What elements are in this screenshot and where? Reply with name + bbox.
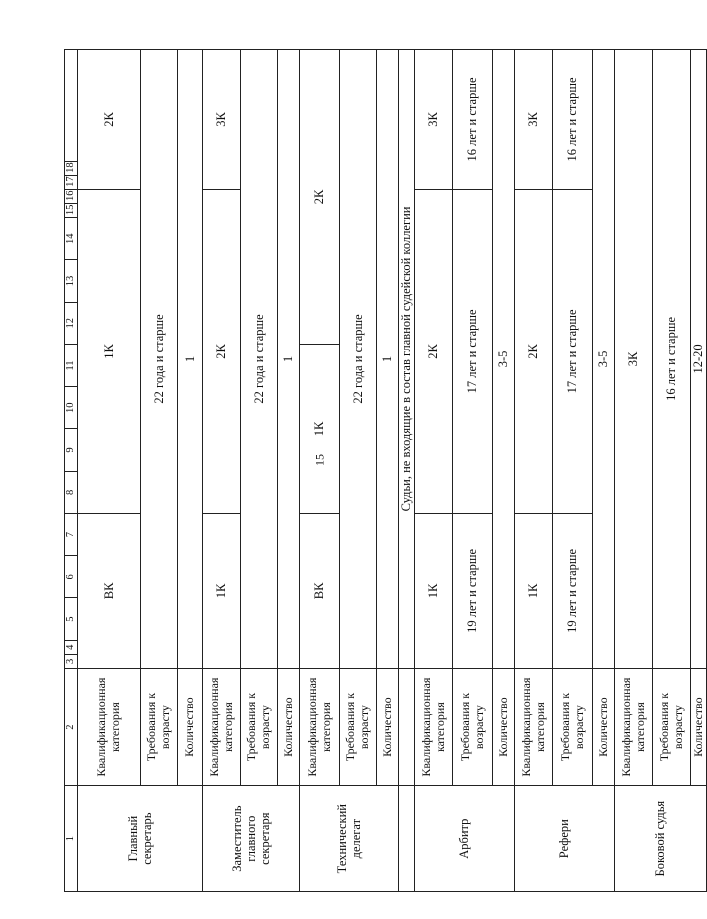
table-row — [78, 50, 141, 892]
table-row — [515, 50, 553, 892]
col-num-16: 16 — [65, 189, 78, 203]
table-row — [593, 50, 615, 892]
label-qual: Квалификационная категория — [615, 668, 653, 785]
col-num-9: 9 — [65, 429, 78, 471]
cell-qual-b: 2К — [415, 189, 453, 513]
cell-age-a: 19 лет и старше — [553, 513, 593, 668]
cell-qual-a: 1К — [515, 513, 553, 668]
section-title: Судьи, не входящие в состав главной судейской коллегии — [399, 50, 415, 669]
table-row — [493, 50, 515, 892]
col-num-5: 5 — [65, 598, 78, 640]
col-num-2: 2 — [65, 668, 78, 785]
cell-qual-a: 1К — [203, 513, 241, 668]
cell-count: 1 — [278, 50, 300, 669]
label-count: Количество — [278, 668, 300, 785]
col-num-19 — [65, 50, 78, 162]
cell-qual-b: 2К — [515, 189, 553, 513]
cell-qual-c: 2К — [78, 50, 141, 190]
cell-count: 1 — [377, 50, 399, 669]
cell-count: 3-5 — [493, 50, 515, 669]
label-count: Количество — [377, 668, 399, 785]
col-num-14: 14 — [65, 218, 78, 260]
col-num-15: 15 — [65, 204, 78, 218]
cell-count: 12-20 — [691, 50, 707, 669]
col-num-10: 10 — [65, 387, 78, 429]
cell-count: 3-5 — [593, 50, 615, 669]
label-count: Количество — [178, 668, 203, 785]
table-row — [615, 50, 653, 892]
role-arbitr: Арбитр — [415, 786, 515, 892]
col-num-3: 3 — [65, 654, 78, 668]
col-num-7: 7 — [65, 513, 78, 555]
table-row — [178, 50, 203, 892]
label-age: Требования к возрасту — [241, 668, 278, 785]
cell-qual-a: 1К — [415, 513, 453, 668]
label-qual: Квалификационная категория — [515, 668, 553, 785]
table-row — [553, 50, 593, 892]
role-glavny-sekretar: Главный секретарь — [78, 786, 203, 892]
cell-qual-a: ВК — [78, 513, 141, 668]
col-num-13: 13 — [65, 260, 78, 302]
col-num-12: 12 — [65, 302, 78, 344]
page-number-text: 15 — [312, 454, 327, 466]
label-count: Количество — [691, 668, 707, 785]
col-num-1: 1 — [65, 786, 78, 892]
cell-qual-c: 2К — [300, 50, 340, 345]
label-age: Требования к возрасту — [653, 668, 691, 785]
section-header-row — [399, 50, 415, 892]
table-row — [278, 50, 300, 892]
col-num-18: 18 — [65, 161, 78, 175]
cell-qual-b: 1К — [78, 189, 141, 513]
table-row — [241, 50, 278, 892]
table-row — [203, 50, 241, 892]
label-qual: Квалификационная категория — [300, 668, 340, 785]
label-age: Требования к возрасту — [553, 668, 593, 785]
label-count: Количество — [493, 668, 515, 785]
label-age: Требования к возрасту — [453, 668, 493, 785]
cell-qual-b: 1К — [300, 344, 340, 513]
label-qual: Квалификационная категория — [203, 668, 241, 785]
cell-age: 16 лет и старше — [653, 50, 691, 669]
cell-age: 22 года и старше — [340, 50, 377, 669]
table-row — [377, 50, 399, 892]
cell-age: 22 года и старше — [241, 50, 278, 669]
col-num-11: 11 — [65, 344, 78, 386]
table-row — [691, 50, 707, 892]
cell-qual-c: 3К — [203, 50, 241, 190]
role-tech-delegat: Технический делегат — [300, 786, 399, 892]
role-zam-sekretarya: Заместитель главного секретаря — [203, 786, 300, 892]
col-num-6: 6 — [65, 556, 78, 598]
column-number-row — [65, 50, 78, 892]
label-age: Требования к возрасту — [340, 668, 377, 785]
referee-requirements-table — [64, 49, 707, 892]
cell-age-c: 16 лет и старше — [453, 50, 493, 190]
table-row — [340, 50, 377, 892]
table-frame — [64, 49, 706, 892]
cell-qual-c: 3К — [515, 50, 553, 190]
cell-age-b: 17 лет и старше — [453, 189, 493, 513]
col-num-17: 17 — [65, 175, 78, 189]
cell-qual-b: 2К — [203, 189, 241, 513]
cell-age: 22 года и старше — [141, 50, 178, 669]
cell-qual-a: ВК — [300, 513, 340, 668]
label-qual: Квалификационная категория — [415, 668, 453, 785]
section-empty-1 — [399, 786, 415, 892]
cell-count: 1 — [178, 50, 203, 669]
role-bokovoy: Боковой судья — [615, 786, 707, 892]
section-empty-2 — [399, 668, 415, 785]
label-qual: Квалификационная категория — [78, 668, 141, 785]
table-row — [415, 50, 453, 892]
cell-age-c: 16 лет и старше — [553, 50, 593, 190]
table-row — [653, 50, 691, 892]
table-row — [300, 50, 340, 892]
col-num-8: 8 — [65, 471, 78, 513]
cell-qual-c: 3К — [415, 50, 453, 190]
cell-qual: 3К — [615, 50, 653, 669]
table-row — [453, 50, 493, 892]
role-referi: Рефери — [515, 786, 615, 892]
col-num-4: 4 — [65, 640, 78, 654]
label-age: Требования к возрасту — [141, 668, 178, 785]
cell-age-a: 19 лет и старше — [453, 513, 493, 668]
label-count: Количество — [593, 668, 615, 785]
table-row — [141, 50, 178, 892]
cell-age-b: 17 лет и старше — [553, 189, 593, 513]
